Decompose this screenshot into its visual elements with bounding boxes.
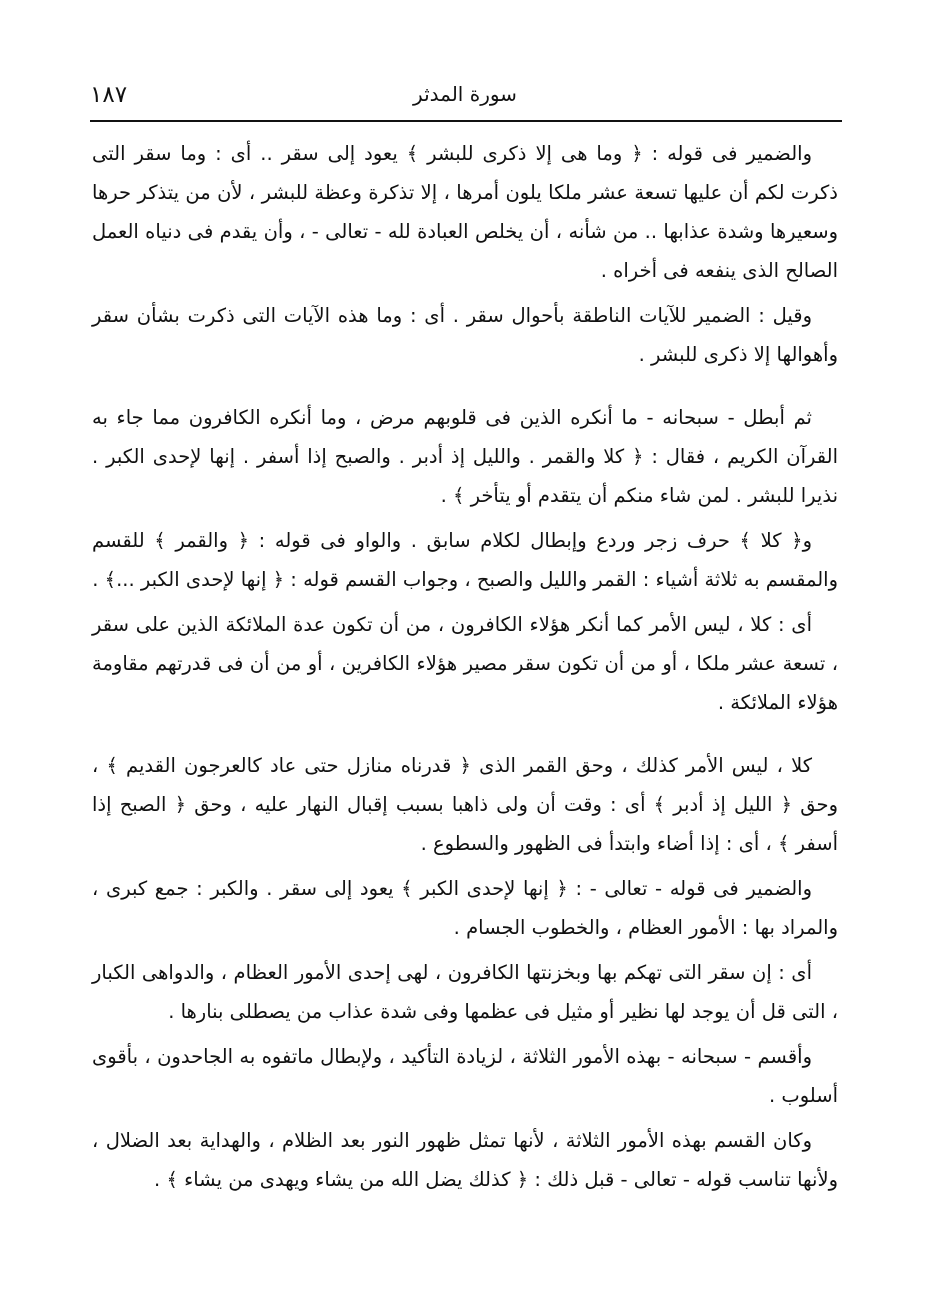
page-header [90,78,840,118]
paragraph: والضمير فى قوله : ﴿ وما هى إلا ذكرى للبشر ﴾ يعود إلى سقر .. أى : وما سقر التى ذكرت لكم أن عليها تسعة عشر ملكا يلون أمرها ، إلا تذكرة وعظة للبشر ، لأن من يتذكر حرها وسعيرها وشدة عذابها .. من شأنه ، أن يخلص العبادة لله - تعالى - ، وأن يقدم فى دنياه العمل الصالح الذى ينفعه فى أخراه . [92,142,838,282]
paragraph: و﴿ كلا ﴾ حرف زجر وردع وإبطال لكلام سابق . والواو فى قوله : ﴿ والقمر ﴾ للقسم والمقسم به ثلاثة أشياء : القمر والليل والصبح ، وجواب القسم قوله : ﴿ إنها لإحدى الكبر ...﴾ . [92,529,838,591]
running-title: سورة المدثر [413,82,517,106]
paragraph: كلا ، ليس الأمر كذلك ، وحق القمر الذى ﴿ قدرناه منازل حتى عاد كالعرجون القديم ﴾ ، وحق ﴿ الليل إذ أدبر ﴾ أى : وقت أن ولى ذاهبا بسبب إقبال النهار عليه ، وحق ﴿ الصبح إذا أسفر ﴾ ، أى : إذا أضاء وابتدأ فى الظهور والسطوع . [92,754,838,855]
paragraph: وأقسم - سبحانه - بهذه الأمور الثلاثة ، لزيادة التأكيد ، ولإبطال ماتفوه به الجاحدون ، بأقوى أسلوب . [92,1045,838,1107]
page-number: ١٨٧ [90,82,128,108]
header-divider [90,120,842,122]
page-body [92,134,838,1205]
paragraph: والضمير فى قوله - تعالى - : ﴿ إنها لإحدى الكبر ﴾ يعود إلى سقر . والكبر : جمع كبرى ، والمراد بها : الأمور العظام ، والخطوب الجسام . [92,877,838,939]
paragraph: وكان القسم بهذه الأمور الثلاثة ، لأنها تمثل ظهور النور بعد الظلام ، والهداية بعد الضلال ، ولأنها تناسب قوله - تعالى - قبل ذلك : ﴿ كذلك يضل الله من يشاء ويهدى من يشاء ﴾ . [92,1129,838,1191]
paragraph: أى : إن سقر التى تهكم بها وبخزنتها الكافرون ، لهى إحدى الأمور العظام ، والدواهى الكبار ، التى قل أن يوجد لها نظير أو مثيل فى عظمها وفى شدة عذاب من يصطلى بنارها . [92,961,838,1023]
paragraph: وقيل : الضمير للآيات الناطقة بأحوال سقر . أى : وما هذه الآيات التى ذكرت بشأن سقر وأهوالها إلا ذكرى للبشر . [92,304,838,366]
paragraph: أى : كلا ، ليس الأمر كما أنكر هؤلاء الكافرون ، من أن تكون عدة الملائكة الذين على سقر ، تسعة عشر ملكا ، أو من أن تكون سقر مصير هؤلاء الكافرين ، أو من أن فى قدرتهم مقاومة هؤلاء الملائكة . [92,613,838,714]
paragraph: ثم أبطل - سبحانه - ما أنكره الذين فى قلوبهم مرض ، وما أنكره الكافرون مما جاء به القرآن الكريم ، فقال : ﴿ كلا والقمر . والليل إذ أدبر . والصبح إذا أسفر . إنها لإحدى الكبر . نذيرا للبشر . لمن شاء منكم أن يتقدم أو يتأخر ﴾ . [92,406,838,507]
